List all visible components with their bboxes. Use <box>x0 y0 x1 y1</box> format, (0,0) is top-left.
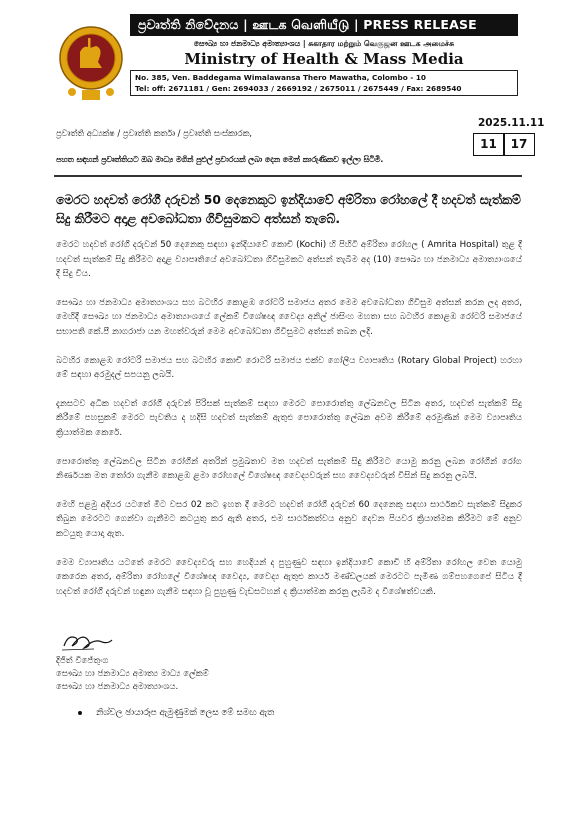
address-line: No. 385, Ven. Baddegama Wimalawansa Thero Mawatha, Colombo - 10 <box>135 73 426 82</box>
release-body <box>56 238 522 613</box>
signatory-block <box>56 655 209 693</box>
body-paragraph: මෙම ව්‍යාපෘතිය යටතේ මෙරට වෛද්‍යවරු සහ හෙදියන් ද පුහුණුව සඳහා ඉන්දියාවේ කොචි හි අම්රිතා රෝහල වෙත යොමු කෙරෙන අතර, අම්රිතා රෝහලේ විශේෂඥ වෛද්‍ය, වෛද්‍ය ඇතුළු කාර්ය මණ්ඩලයක් මෙරටට පැමිණ ගම්පහගෙපේ සිටිය දී හදවත් රෝගී දරුවන් හඳුනා ගැනීම සඳහා වූ පුහුණු වැඩසටහන් ද ක්‍රියාත්මක කරනු ලැබීම ද විශේෂත්වයකි. <box>56 557 522 597</box>
recipients-line: ප්‍රවෘත්ති අධ්‍යක්ෂ / ප්‍රවෘත්ති කර්තෘ / ප්‍රවෘත්ති සංස්කාරක, <box>56 128 253 138</box>
reference-month-box: 11 <box>473 133 505 156</box>
release-heading: මෙරට හදවත් රෝගී දරුවන් 50 දෙනෙකුට ඉන්දියාවේ අම්රිතා රෝහලේ දී හදවත් සැත්කම් සිදු කිරීමට අදාළ අවබෝධතා ගිවිසුමකට අත්සන් තැබේ. <box>56 193 521 226</box>
attachment-note-text: නිශ්චල ඡායාරූප ඇමුණුමක් ලෙස මේ සමඟ ඇත <box>96 708 275 718</box>
ministry-name: Ministry of Health & Mass Media <box>184 50 464 68</box>
ministry-trilingual-name: සෞඛ්‍ය හා ජනමාධ්‍ය අමාත්‍යාංශය | சுகாதார மற்றும் வெகுஜன ஊடக அமைச்சு <box>193 39 455 48</box>
body-paragraph: පොරොත්තු ලේඛනවල සිටින රෝගීන් අතරින් ප්‍රමුඛතාව මත හදවත් සැත්කම් සිදු කිරීමට යොමු කරනු ලබන රෝගීන් රෝග නිර්ණයක මත තෝරා ගැනීම කොළඹ ළමා රෝහලේ විශේෂඥ වෛද්‍යවරුන් සහ වෛද්‍යවරුන් විසින් සිදු කරනු ලබයි. <box>56 456 522 482</box>
contact-line: Tel: off: 2671181 / Gen: 2694033 / 2669192 / 2675011 / 2675449 / Fax: 2689540 <box>135 84 462 93</box>
body-paragraph: බටහිර කොළඹ රෝටරි සමාජය සහ බටහිර කොචි රොටරි සමාජය එක්ව ගෝලීය ව්‍යාපෘතිය (Rotary Global Project) හරහා මේ සඳහා අරමුදල් සපයනු ලබයි. <box>56 355 522 381</box>
release-date: 2025.11.11 <box>478 117 545 129</box>
bullet-icon <box>78 711 82 715</box>
press-release-banner: ප්‍රවෘත්ති නිවේදනය | ஊடக வெளியீடு | PRESS RELEASE <box>130 14 518 36</box>
signatory-ministry: සෞඛ්‍ය හා ජනමාධ්‍ය අමාත්‍යාංශය. <box>56 681 179 692</box>
signatory-title: සෞඛ්‍ය හා ජනමාධ්‍ය අමාත්‍ය මාධ්‍ය ලේකම් <box>56 668 209 679</box>
reference-serial-box: 17 <box>503 133 535 156</box>
letterhead-text <box>130 14 518 96</box>
body-paragraph: මෙහි පළමු අදියර යටතේ මීට වසර 02 කට ඉහත දී මෙරට හදවත් රෝගී දරුවන් 60 දෙනෙකු සඳහා සාර්ථකව සැත්කම් සිදුකර තිබුන මෙරටට ගෙන්වා ගැනීමට කටයුතු කර ඇති අතර, එම සාර්ථකත්වය අනුව දෙවන පියවර ක්‍රියාත්මක කිරීමට මේ අනුව කටයුතු යොදා ඇත. <box>56 499 522 539</box>
handwritten-signature-icon <box>58 630 118 654</box>
address-box <box>130 70 518 96</box>
letterhead <box>56 14 518 104</box>
divider <box>54 175 522 177</box>
attachment-note <box>78 708 274 718</box>
body-paragraph: මෙරට හදවත් රෝගී දරුවන් 50 දෙනෙකු සඳහා ඉන්දියාවේ කොචි (Kochi) හි පිහිටි අම්රිතා රෝහල ( Amrita Hospital) තුළ දී හදවත් සැත්කම් සිදු කිරීමට අදාළ ව්‍යාපෘතියේ අවබෝධතා ගිවිසුමකට අත්සන් තැබීම අද (10) සෞඛ්‍ය හා ජනමාධ්‍ය අමාත්‍යාංශයේ දී සිදු විය. <box>56 240 522 280</box>
signatory-name: දිජිත් විජේතුංග <box>56 656 109 666</box>
body-paragraph: සෞඛ්‍ය හා ජනමාධ්‍ය අමාත්‍යාංශය සහ බටහිර කොළඹ රෝටරි සමාජය අතර මෙම අවබෝධතා ගිවිසුම අත්සන් කරන ලද අතර, මෙහිදී සෞඛ්‍ය හා ජනමාධ්‍ය අමාත්‍යාංශයේ ලේකම් විශේෂඥ වෛද්‍ය අනිල් ජාසිංහ මහතා සහ බටහිර කොළඹ රෝටරි සමාජයේ සභාපති කේ.පී නාගරාජා යන මහත්වරුන් මෙම අවබෝධතා ගිවිසුමට අත්සන් තබන ලදි. <box>56 297 522 337</box>
body-paragraph: දැනසටව අධික හදවත් රෝගී දරුවන් පිරිසක් සැත්කම් සඳහා මෙරට පොරොත්තු ලේඛනවල සිටින අතර, හදවත් සැත්කම් සිදු කිරීමේ පහසුකම් මෙරට පැවතිය ද හදිසි හදවත් සැත්කම් ඇතුළු පොරොත්තු ලේඛන අවම කිරීමේ අරමුණින් මෙම ව්‍යාපෘතිය ක්‍රියාත්මක කෙරේ. <box>56 398 522 438</box>
publicity-request: පහත සඳහන් ප්‍රවෘත්තියට ඔබ මාධ්‍ය මගින් පුළුල් ප්‍රචාරයක් ලබා දෙන මෙන් කාරුණිකව ඉල්ලා සිටිමි. <box>56 155 384 164</box>
sri-lanka-emblem-icon <box>58 18 124 104</box>
reference-number <box>474 133 535 156</box>
